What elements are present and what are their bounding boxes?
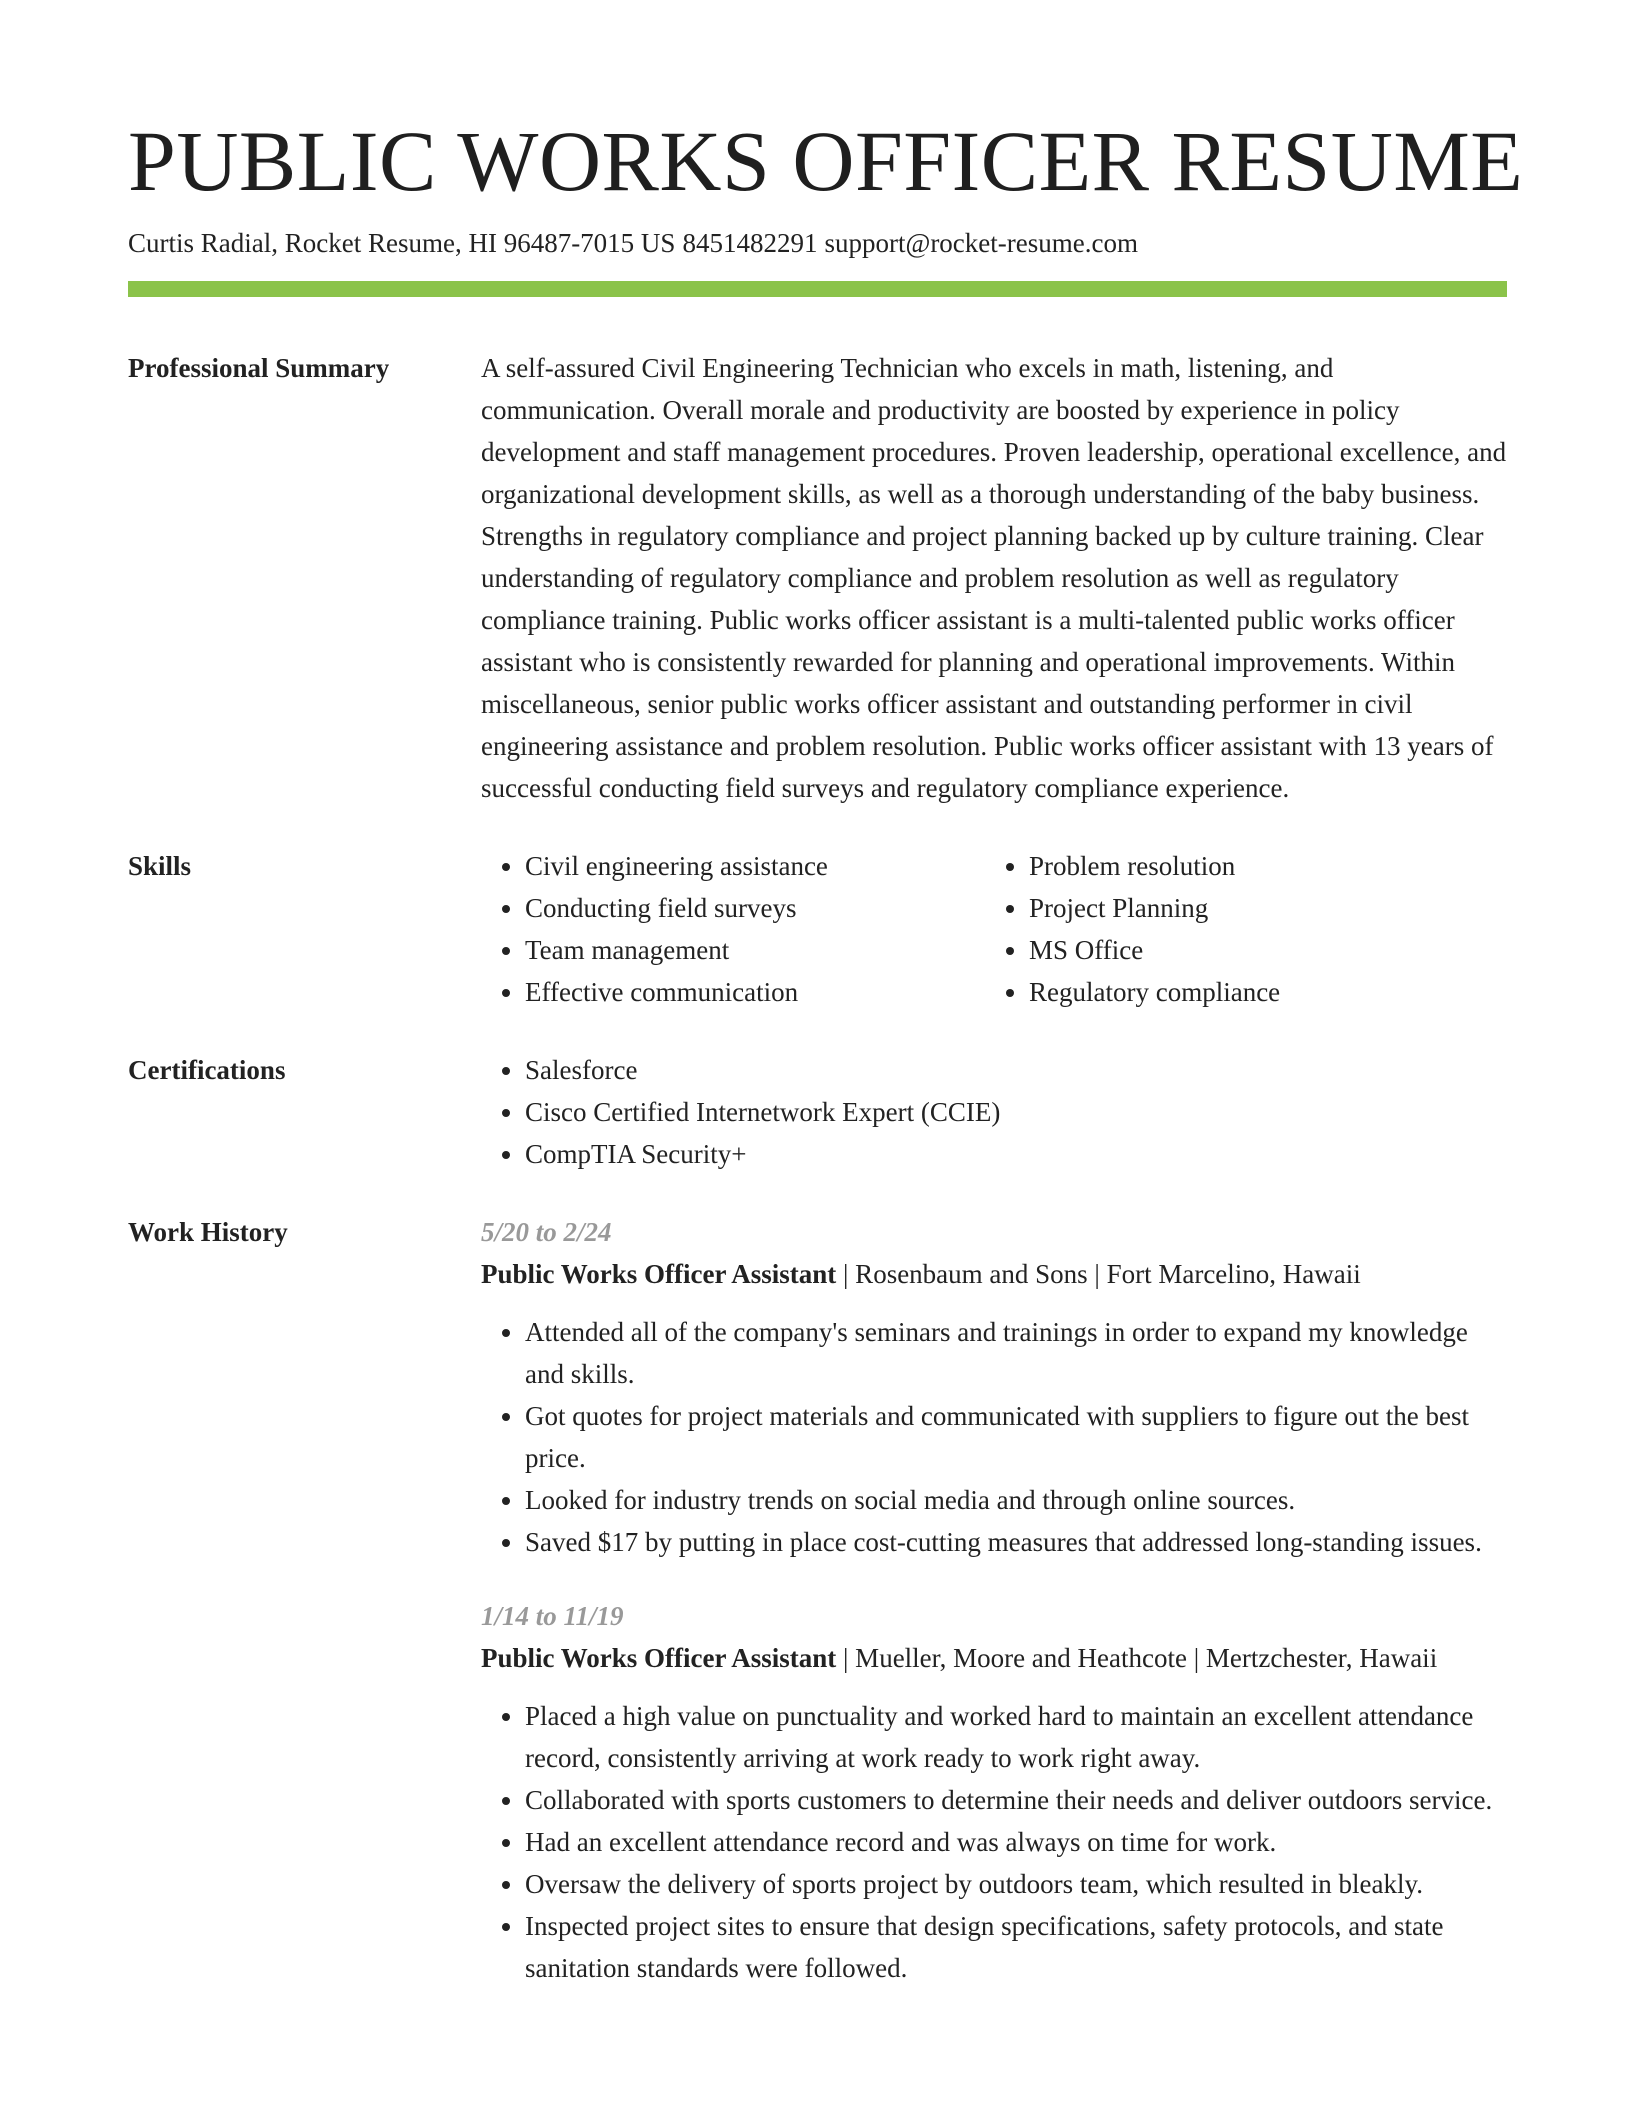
resume-page <box>128 113 1524 1989</box>
certifications-label: Certifications <box>128 1055 286 1085</box>
skills-label: Skills <box>128 851 192 881</box>
certifications-section <box>128 1049 1507 1175</box>
skill-item: • Project Planning <box>1029 887 1280 929</box>
summary-label: Professional Summary <box>128 353 390 383</box>
job-title: Public Works Officer Assistant <box>481 1643 837 1673</box>
skills-list-left <box>481 845 985 1013</box>
skills-section <box>128 845 1507 1013</box>
job-entry <box>481 1211 1507 1563</box>
job-bullets <box>481 1695 1507 1989</box>
job-title: Public Works Officer Assistant <box>481 1259 837 1289</box>
skills-list-right <box>985 845 1280 1013</box>
certification-item: • Salesforce <box>525 1049 1507 1091</box>
job-heading <box>481 1637 1507 1679</box>
job-employer-location: | Rosenbaum and Sons | Fort Marcelino, Hawaii <box>836 1259 1361 1289</box>
skill-item: • Team management <box>525 929 985 971</box>
job-dates: 1/14 to 11/19 <box>481 1601 624 1631</box>
skill-item: • MS Office <box>1029 929 1280 971</box>
work-history-label: Work History <box>128 1217 288 1247</box>
certification-item: • Cisco Certified Internetwork Expert (CCIE) <box>525 1091 1507 1133</box>
job-bullet: • Got quotes for project materials and communicated with suppliers to figure out the best price. <box>525 1395 1507 1479</box>
contact-email: support@rocket-resume.com <box>824 228 1138 258</box>
job-bullet: • Had an excellent attendance record and was always on time for work. <box>525 1821 1507 1863</box>
resume-title: PUBLIC WORKS OFFICER RESUME <box>128 113 1524 209</box>
skill-item: • Conducting field surveys <box>525 887 985 929</box>
job-bullet: • Saved $17 by putting in place cost-cutting measures that addressed long-standing issues. <box>525 1521 1507 1563</box>
job-bullet: • Collaborated with sports customers to determine their needs and deliver outdoors service. <box>525 1779 1507 1821</box>
job-bullets <box>481 1311 1507 1563</box>
job-bullet: • Oversaw the delivery of sports project by outdoors team, which resulted in bleakly. <box>525 1863 1507 1905</box>
skill-item: • Civil engineering assistance <box>525 845 985 887</box>
job-dates: 5/20 to 2/24 <box>481 1217 612 1247</box>
summary-section <box>128 347 1507 809</box>
job-heading <box>481 1253 1507 1295</box>
certification-item: • CompTIA Security+ <box>525 1133 1507 1175</box>
skill-item: • Effective communication <box>525 971 985 1013</box>
skill-item: • Regulatory compliance <box>1029 971 1280 1013</box>
certifications-list <box>481 1049 1507 1175</box>
header-divider <box>128 281 1507 297</box>
work-history-section <box>128 1211 1507 1989</box>
skill-item: • Problem resolution <box>1029 845 1280 887</box>
contact-address: Curtis Radial, Rocket Resume, HI 96487-7015 US <box>128 228 676 258</box>
job-employer-location: | Mueller, Moore and Heathcote | Mertzchester, Hawaii <box>836 1643 1438 1673</box>
job-bullet: • Inspected project sites to ensure that design specifications, safety protocols, and state sanitation standards were followed. <box>525 1905 1507 1989</box>
contact-phone: 8451482291 <box>682 228 818 258</box>
contact-line <box>128 225 1507 261</box>
summary-text: A self-assured Civil Engineering Technician who excels in math, listening, and communication. Overall morale and productivity are boosted by experience in policy development and staff management procedures. Proven leadership, operational excellence, and organizational development skills, as well as a thorough understanding of the baby business. Strengths in regulatory compliance and project planning backed up by culture training. Clear understanding of regulatory compliance and problem resolution as well as regulatory compliance training. Public works officer assistant is a multi-talented public works officer assistant who is consistently rewarded for planning and operational improvements. Within miscellaneous, senior public works officer assistant and outstanding performer in civil engineering assistance and problem resolution. Public works officer assistant with 13 years of successful conducting field surveys and regulatory compliance experience. <box>481 353 1507 803</box>
job-bullet: • Placed a high value on punctuality and worked hard to maintain an excellent attendance record, consistently arriving at work ready to work right away. <box>525 1695 1507 1779</box>
job-bullet: • Attended all of the company's seminars and trainings in order to expand my knowledge and skills. <box>525 1311 1507 1395</box>
job-bullet: • Looked for industry trends on social media and through online sources. <box>525 1479 1507 1521</box>
job-entry <box>481 1595 1507 1989</box>
